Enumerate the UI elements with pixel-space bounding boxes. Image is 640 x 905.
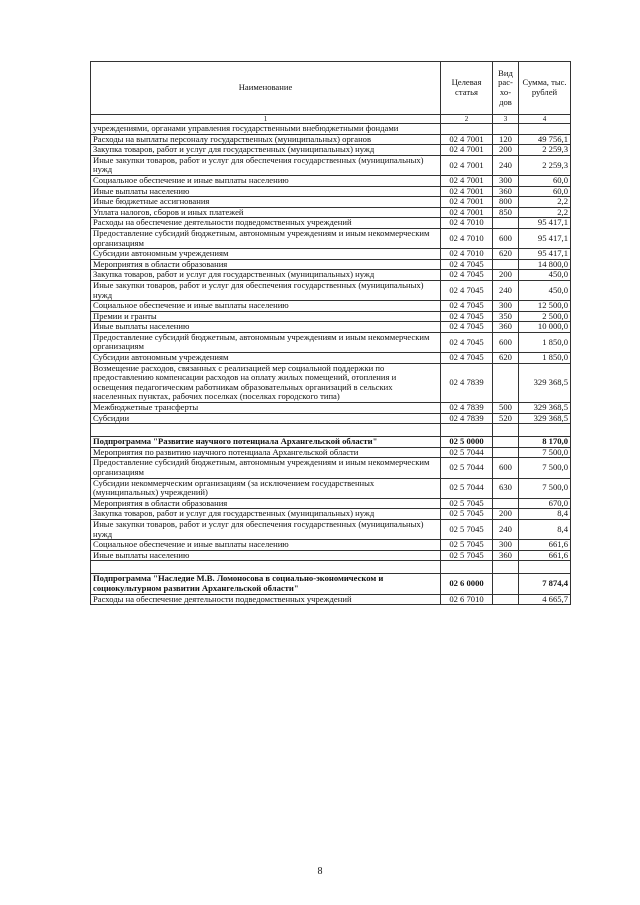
table-row (91, 478, 571, 498)
header-sum: Сумма, тыс. рублей (519, 62, 571, 115)
row-expense-type-cell (493, 124, 519, 135)
row-name-cell: Предоставление субсидий бюджетным, автономным учреждениям и иным некоммерческим организациям (91, 458, 441, 478)
row-expense-type-cell (493, 594, 519, 605)
row-name-cell: Расходы на обеспечение деятельности подведомственных учреждений (91, 594, 441, 605)
row-code-cell: 02 5 7044 (441, 458, 493, 478)
empty-cell (493, 561, 519, 574)
row-sum-cell: 10 000,0 (519, 322, 571, 333)
column-number: 1 (91, 115, 441, 124)
row-code-cell: 02 4 7001 (441, 134, 493, 145)
row-code-cell: 02 6 7010 (441, 594, 493, 605)
row-code-cell: 02 4 7045 (441, 322, 493, 333)
table-row (91, 218, 571, 229)
row-sum-cell: 7 500,0 (519, 478, 571, 498)
row-sum-cell: 14 800,0 (519, 259, 571, 270)
row-sum-cell: 2 259,3 (519, 145, 571, 156)
row-sum-cell: 95 417,1 (519, 218, 571, 229)
row-sum-cell: 7 500,0 (519, 458, 571, 478)
table-row (91, 207, 571, 218)
row-expense-type-cell: 240 (493, 519, 519, 539)
row-sum-cell: 329 368,5 (519, 363, 571, 402)
row-name-cell: Мероприятия в области образования (91, 259, 441, 270)
table-row (91, 197, 571, 208)
row-expense-type-cell: 630 (493, 478, 519, 498)
row-sum-cell: 49 756,1 (519, 134, 571, 145)
table-row (91, 145, 571, 156)
row-name-cell: Возмещение расходов, связанных с реализацией мер социальной поддержки по предоставлению компенсации расходов на оплату жилых помещений, отопления и освещения педагогическим работникам образовательных организаций в сельских населенных пунктах, рабочих поселках (поселках городского типа) (91, 363, 441, 402)
row-name-cell: Иные бюджетные ассигнования (91, 197, 441, 208)
row-sum-cell: 12 500,0 (519, 301, 571, 312)
row-sum-cell: 329 368,5 (519, 413, 571, 424)
row-name-cell: учреждениями, органами управления государственными внебюджетными фондами (91, 124, 441, 135)
row-code-cell: 02 5 7045 (441, 540, 493, 551)
row-sum-cell: 661,6 (519, 540, 571, 551)
empty-cell (519, 561, 571, 574)
row-code-cell: 02 4 7045 (441, 353, 493, 364)
table-row (91, 509, 571, 520)
page-number: 8 (317, 866, 323, 877)
table-row (91, 280, 571, 300)
empty-cell (91, 424, 441, 437)
row-name-cell: Расходы на обеспечение деятельности подведомственных учреждений (91, 218, 441, 229)
row-expense-type-cell: 800 (493, 197, 519, 208)
row-expense-type-cell: 620 (493, 353, 519, 364)
empty-cell (493, 424, 519, 437)
row-sum-cell: 670,0 (519, 498, 571, 509)
row-code-cell: 02 4 7010 (441, 218, 493, 229)
row-code-cell: 02 4 7001 (441, 186, 493, 197)
row-name-cell: Субсидии автономным учреждениям (91, 249, 441, 260)
row-name-cell: Предоставление субсидий бюджетным, автономным учреждениям и иным некоммерческим организациям (91, 332, 441, 352)
row-expense-type-cell: 360 (493, 550, 519, 561)
row-sum-cell: 450,0 (519, 280, 571, 300)
row-code-cell: 02 5 7045 (441, 550, 493, 561)
column-number: 2 (441, 115, 493, 124)
row-code-cell: 02 4 7001 (441, 175, 493, 186)
row-expense-type-cell: 600 (493, 332, 519, 352)
row-sum-cell: 2 259,3 (519, 155, 571, 175)
table-row (91, 301, 571, 312)
row-name-cell: Межбюджетные трансферты (91, 403, 441, 414)
table-row (91, 540, 571, 551)
header-target-article: Целевая статья (441, 62, 493, 115)
row-expense-type-cell: 200 (493, 145, 519, 156)
row-code-cell: 02 4 7045 (441, 301, 493, 312)
row-name-cell: Социальное обеспечение и иные выплаты населению (91, 175, 441, 186)
row-code-cell: 02 4 7045 (441, 311, 493, 322)
table-row (91, 550, 571, 561)
row-code-cell: 02 4 7839 (441, 363, 493, 402)
row-name-cell: Иные закупки товаров, работ и услуг для обеспечения государственных (муниципальных) нужд (91, 519, 441, 539)
row-name-cell: Премии и гранты (91, 311, 441, 322)
row-expense-type-cell: 360 (493, 322, 519, 333)
empty-cell (91, 561, 441, 574)
table-row (91, 270, 571, 281)
row-code-cell: 02 4 7839 (441, 413, 493, 424)
row-name-cell: Иные выплаты населению (91, 322, 441, 333)
row-name-cell: Иные закупки товаров, работ и услуг для обеспечения государственных (муниципальных) нужд (91, 155, 441, 175)
table-row (91, 594, 571, 605)
row-sum-cell: 2,2 (519, 207, 571, 218)
row-name-cell: Субсидии некоммерческим организациям (за исключением государственных (муниципальных) учреждений) (91, 478, 441, 498)
row-code-cell: 02 4 7839 (441, 403, 493, 414)
table-row (91, 519, 571, 539)
table-row (91, 363, 571, 402)
budget-sheet (90, 61, 570, 605)
row-expense-type-cell: 600 (493, 458, 519, 478)
table-row (91, 447, 571, 458)
row-expense-type-cell: 520 (493, 413, 519, 424)
row-expense-type-cell (493, 218, 519, 229)
table-column-numbers-row (91, 115, 571, 124)
row-expense-type-cell (493, 259, 519, 270)
table-row (91, 322, 571, 333)
row-name-cell: Расходы на выплаты персоналу государственных (муниципальных) органов (91, 134, 441, 145)
row-expense-type-cell: 240 (493, 280, 519, 300)
table-row (91, 134, 571, 145)
row-sum-cell: 2,2 (519, 197, 571, 208)
table-row (91, 413, 571, 424)
row-expense-type-cell (493, 447, 519, 458)
row-sum-cell: 2 500,0 (519, 311, 571, 322)
row-expense-type-cell: 600 (493, 228, 519, 248)
row-expense-type-cell: 240 (493, 155, 519, 175)
row-code-cell: 02 4 7010 (441, 249, 493, 260)
row-expense-type-cell: 300 (493, 301, 519, 312)
header-expense-type: Вид рас-хо-дов (493, 62, 519, 115)
row-code-cell: 02 5 7045 (441, 509, 493, 520)
table-header-row (91, 62, 571, 115)
table-row (91, 186, 571, 197)
row-expense-type-cell (493, 437, 519, 448)
row-name-cell: Подпрограмма "Наследие М.В. Ломоносова в социально-экономическом и социокультурном развитии Архангельской области" (91, 574, 441, 594)
row-name-cell: Субсидии автономным учреждениям (91, 353, 441, 364)
row-expense-type-cell: 850 (493, 207, 519, 218)
row-code-cell: 02 4 7001 (441, 145, 493, 156)
row-expense-type-cell (493, 363, 519, 402)
row-name-cell: Субсидии (91, 413, 441, 424)
empty-cell (519, 424, 571, 437)
row-expense-type-cell: 120 (493, 134, 519, 145)
row-sum-cell: 4 665,7 (519, 594, 571, 605)
budget-table (90, 61, 571, 605)
row-code-cell: 02 4 7010 (441, 228, 493, 248)
table-row (91, 498, 571, 509)
row-expense-type-cell: 350 (493, 311, 519, 322)
table-row (91, 574, 571, 594)
row-sum-cell: 8 170,0 (519, 437, 571, 448)
table-row (91, 353, 571, 364)
row-name-cell: Иные закупки товаров, работ и услуг для обеспечения государственных (муниципальных) нужд (91, 280, 441, 300)
row-sum-cell: 450,0 (519, 270, 571, 281)
row-code-cell: 02 5 7044 (441, 478, 493, 498)
table-row (91, 458, 571, 478)
row-sum-cell: 95 417,1 (519, 228, 571, 248)
row-name-cell: Уплата налогов, сборов и иных платежей (91, 207, 441, 218)
row-expense-type-cell: 300 (493, 175, 519, 186)
row-name-cell: Социальное обеспечение и иные выплаты населению (91, 540, 441, 551)
row-sum-cell: 329 368,5 (519, 403, 571, 414)
table-row (91, 311, 571, 322)
row-name-cell: Мероприятия в области образования (91, 498, 441, 509)
row-name-cell: Закупка товаров, работ и услуг для государственных (муниципальных) нужд (91, 145, 441, 156)
row-code-cell: 02 4 7001 (441, 197, 493, 208)
row-name-cell: Подпрограмма "Развитие научного потенциала Архангельской области" (91, 437, 441, 448)
row-expense-type-cell: 200 (493, 509, 519, 520)
row-sum-cell: 7 874,4 (519, 574, 571, 594)
row-expense-type-cell: 200 (493, 270, 519, 281)
row-code-cell: 02 5 7045 (441, 498, 493, 509)
row-expense-type-cell: 300 (493, 540, 519, 551)
row-expense-type-cell: 620 (493, 249, 519, 260)
row-code-cell: 02 4 7001 (441, 155, 493, 175)
row-sum-cell: 8,4 (519, 519, 571, 539)
row-sum-cell: 60,0 (519, 186, 571, 197)
table-row (91, 175, 571, 186)
table-row (91, 259, 571, 270)
row-expense-type-cell: 360 (493, 186, 519, 197)
table-row (91, 403, 571, 414)
row-code-cell (441, 124, 493, 135)
row-name-cell: Предоставление субсидий бюджетным, автономным учреждениям и иным некоммерческим организациям (91, 228, 441, 248)
row-expense-type-cell (493, 574, 519, 594)
row-expense-type-cell (493, 498, 519, 509)
row-sum-cell: 1 850,0 (519, 332, 571, 352)
table-row (91, 332, 571, 352)
row-name-cell: Закупка товаров, работ и услуг для государственных (муниципальных) нужд (91, 270, 441, 281)
row-sum-cell: 95 417,1 (519, 249, 571, 260)
empty-cell (441, 424, 493, 437)
header-name: Наименование (91, 62, 441, 115)
row-sum-cell: 60,0 (519, 175, 571, 186)
table-row (91, 249, 571, 260)
row-name-cell: Мероприятия по развитию научного потенциала Архангельской области (91, 447, 441, 458)
row-code-cell: 02 6 0000 (441, 574, 493, 594)
table-row (91, 228, 571, 248)
row-code-cell: 02 4 7045 (441, 280, 493, 300)
table-row (91, 155, 571, 175)
row-code-cell: 02 5 7044 (441, 447, 493, 458)
row-name-cell: Закупка товаров, работ и услуг для государственных (муниципальных) нужд (91, 509, 441, 520)
spacer-row (91, 424, 571, 437)
row-sum-cell: 8,4 (519, 509, 571, 520)
row-name-cell: Иные выплаты населению (91, 186, 441, 197)
row-sum-cell (519, 124, 571, 135)
column-number: 4 (519, 115, 571, 124)
row-sum-cell: 661,6 (519, 550, 571, 561)
row-name-cell: Социальное обеспечение и иные выплаты населению (91, 301, 441, 312)
column-number: 3 (493, 115, 519, 124)
empty-cell (441, 561, 493, 574)
row-code-cell: 02 4 7045 (441, 259, 493, 270)
row-sum-cell: 1 850,0 (519, 353, 571, 364)
row-code-cell: 02 4 7001 (441, 207, 493, 218)
row-code-cell: 02 4 7045 (441, 270, 493, 281)
row-sum-cell: 7 500,0 (519, 447, 571, 458)
row-code-cell: 02 4 7045 (441, 332, 493, 352)
row-name-cell: Иные выплаты населению (91, 550, 441, 561)
table-row (91, 124, 571, 135)
row-expense-type-cell: 500 (493, 403, 519, 414)
spacer-row (91, 561, 571, 574)
row-code-cell: 02 5 0000 (441, 437, 493, 448)
row-code-cell: 02 5 7045 (441, 519, 493, 539)
table-row (91, 437, 571, 448)
